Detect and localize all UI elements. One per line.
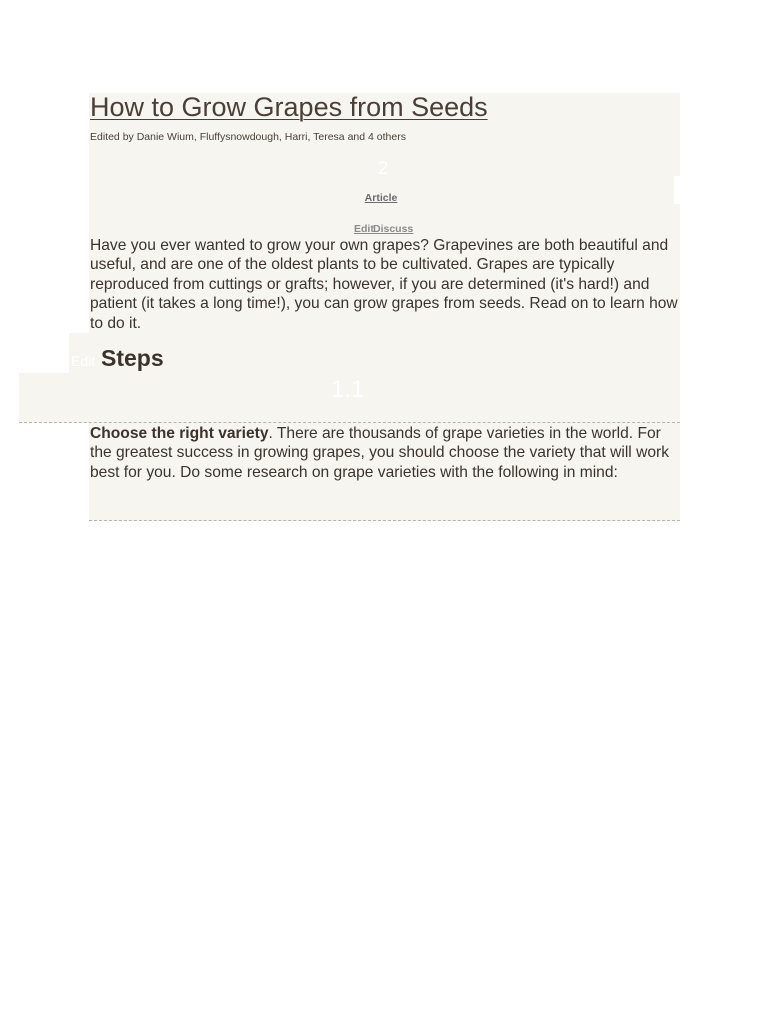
step-body: . There are thousands of grape varieties in the world. For the greatest success in growing grapes, you should choose the variety that will work best for you. Do some research on grape varieties with the following in mind:	[90, 425, 670, 481]
tab-discuss[interactable]: Discuss	[373, 223, 414, 235]
step-number: 1.1	[331, 376, 365, 403]
article-intro: Have you ever wanted to grow your own grapes? Grapevines are both beautiful and useful, and are one of the oldest plants to be cultivated. Grapes are typically reproduced from cuttings or grafts; however, if you are determined (it's hard!) and patient (it takes a long time!), you can grow grapes from seeds. Read on to learn how to do it.	[90, 237, 678, 332]
tab-article[interactable]: Article	[364, 192, 398, 204]
article-title[interactable]: How to Grow Grapes from Seeds	[90, 92, 488, 122]
side-tab-marker	[674, 176, 682, 204]
step-title: Choose the right variety	[90, 425, 269, 442]
article-byline: Edited by Danie Wium, Fluffysnowdough, Harri, Teresa and 4 others	[90, 131, 406, 143]
step-text	[90, 424, 680, 482]
page-number-badge: 2	[378, 158, 389, 178]
tab-edit[interactable]: Edit	[354, 223, 374, 235]
steps-heading: Steps	[101, 345, 164, 371]
steps-edit-link[interactable]: Edit	[71, 353, 96, 369]
